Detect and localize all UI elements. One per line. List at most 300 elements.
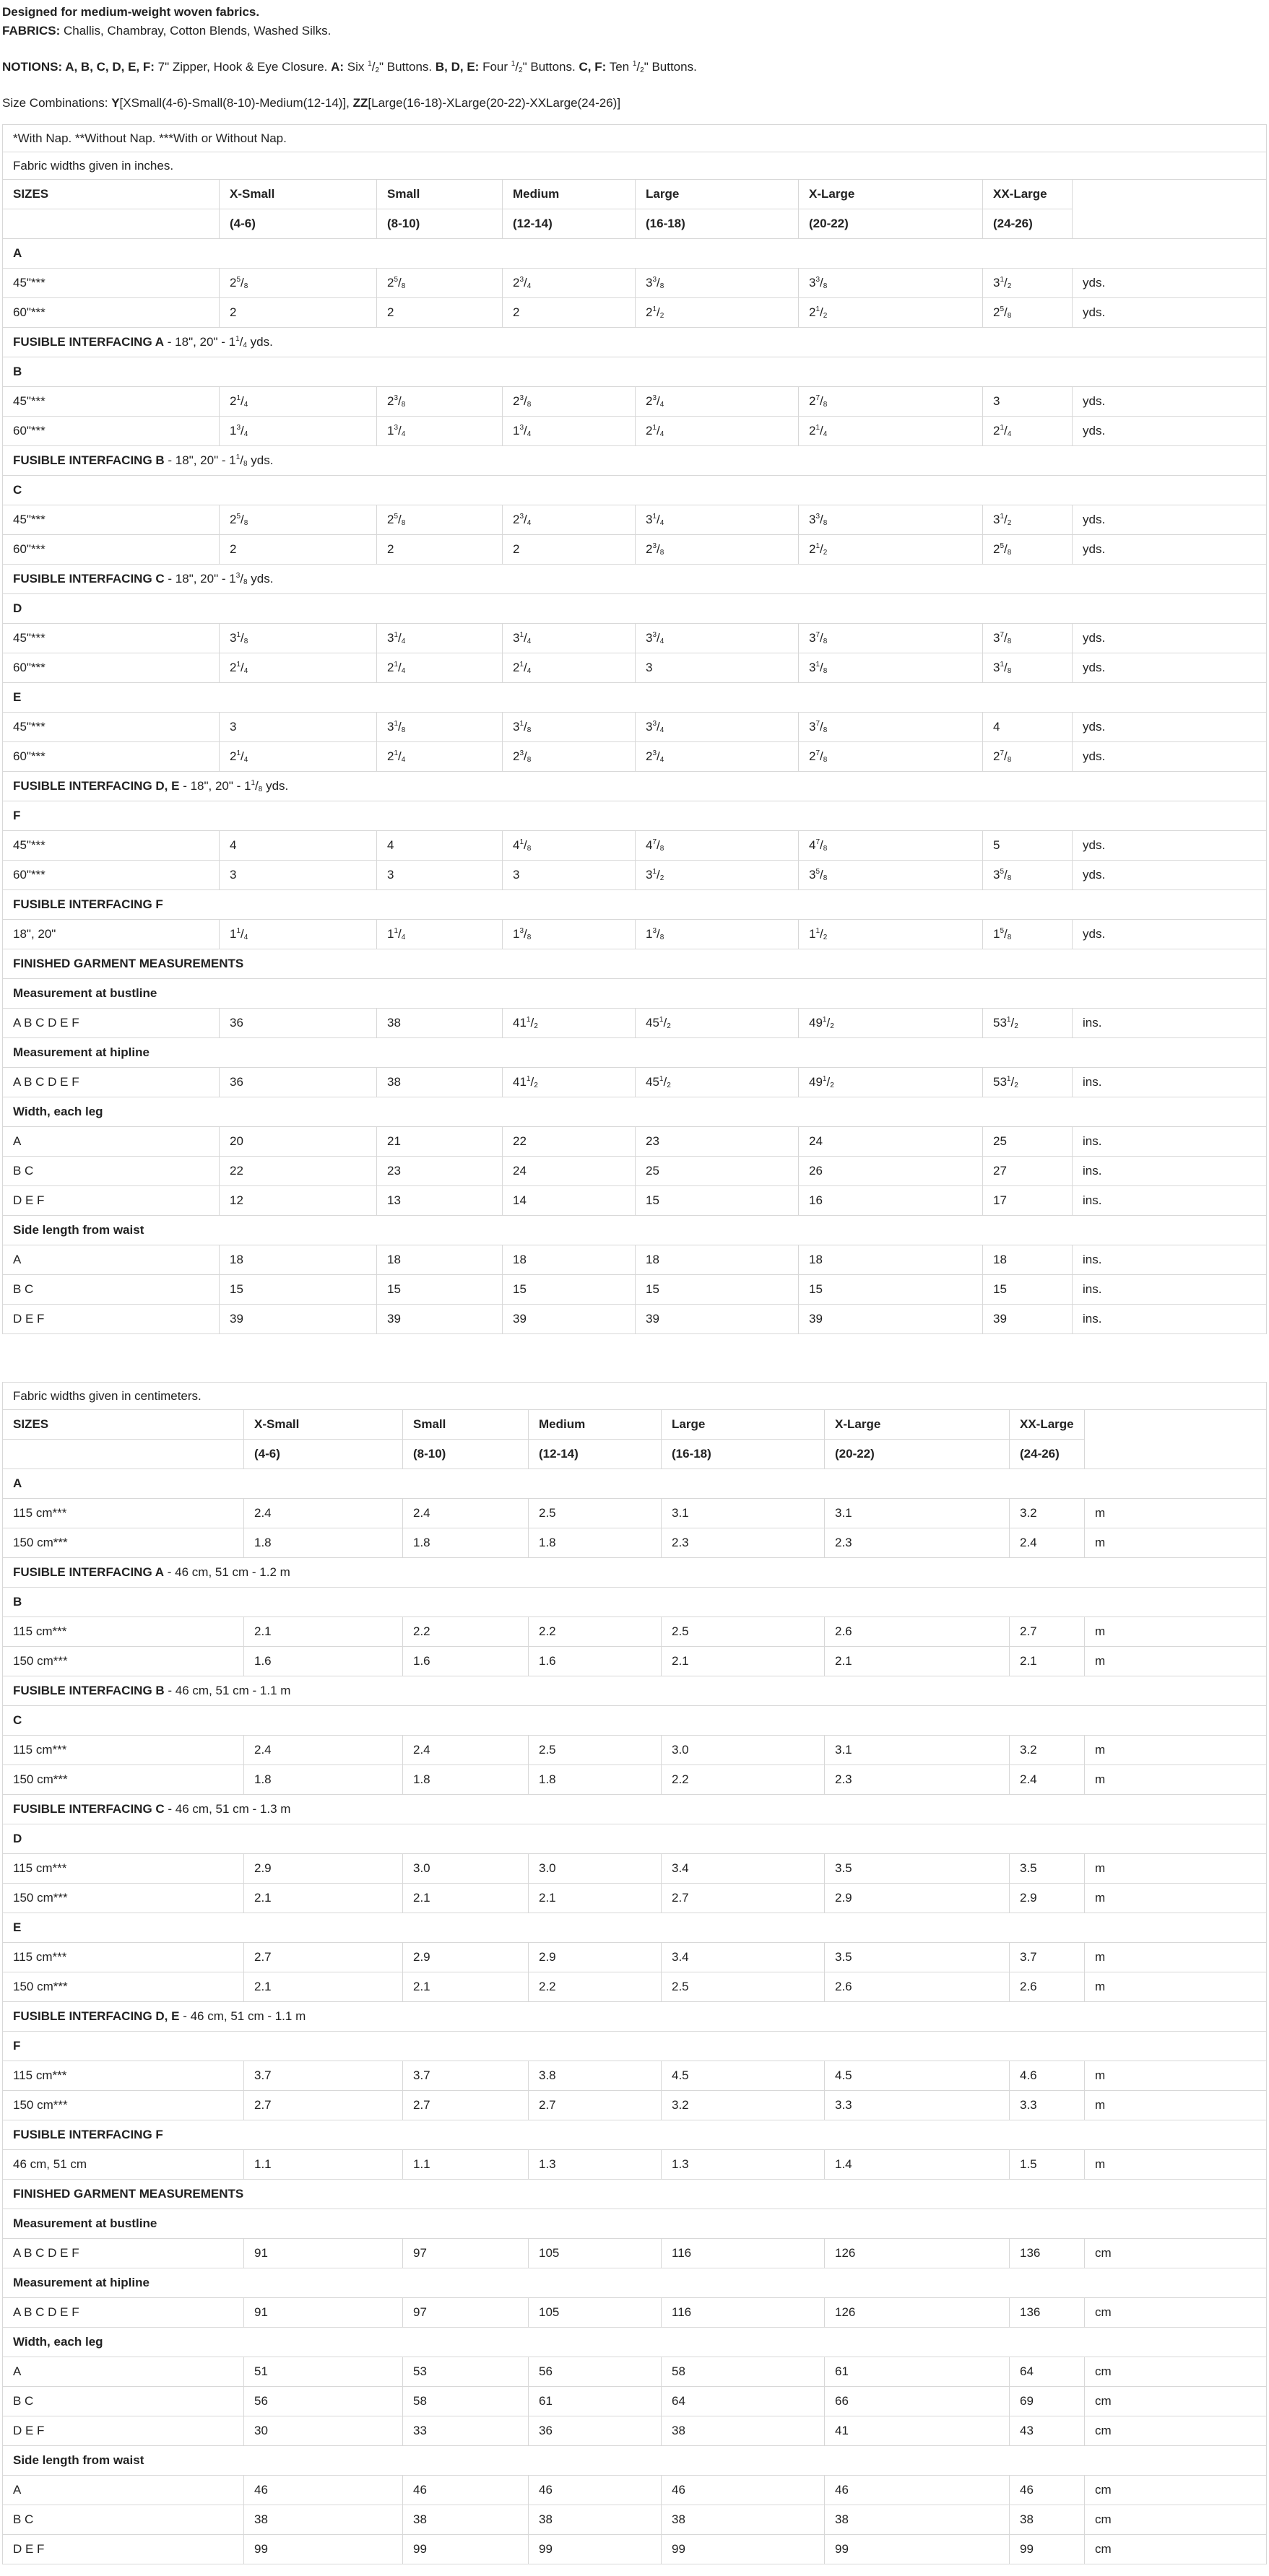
interfacing-note: - 18", 20" - $1^1/_4$ yds. [164, 335, 273, 349]
table-cell: 41 [825, 2416, 1010, 2446]
table-row [3, 1854, 1267, 1884]
table-cell: 36 [529, 2416, 662, 2446]
table-cell: 15 [636, 1186, 799, 1216]
table-cell: $2^1/_4$ [220, 387, 377, 417]
table-cell: 2.1 [1010, 1647, 1085, 1676]
table-cell: 2.1 [244, 1884, 403, 1913]
table-cell: $2^7/_8$ [799, 742, 983, 772]
table-cell: 2.7 [662, 1884, 825, 1913]
row-label: 60"*** [3, 653, 220, 683]
section-row [3, 328, 1267, 357]
row-label: 60"*** [3, 298, 220, 328]
section-label [3, 801, 1267, 831]
table-row [3, 1943, 1267, 1972]
table-cell: 2.6 [825, 1972, 1010, 2002]
table-row [3, 920, 1267, 949]
section-label [3, 2268, 1267, 2298]
table-cell: 2 [377, 298, 503, 328]
unit-cell: yds. [1073, 505, 1267, 535]
table-cell: $1^1/_4$ [377, 920, 503, 949]
table-cell: 46 [662, 2476, 825, 2505]
unit-cell: cm [1085, 2298, 1267, 2328]
table-cell: 1.6 [244, 1647, 403, 1676]
table-cell: 91 [244, 2239, 403, 2268]
row-label: 60"*** [3, 742, 220, 772]
table-cell: $3^1/_8$ [220, 624, 377, 653]
table-cell: 2.7 [244, 1943, 403, 1972]
table-cell: $3^3/_8$ [799, 505, 983, 535]
unit-cell: m [1085, 1499, 1267, 1528]
row-label: B C [3, 2505, 244, 2535]
table-cell: 2.2 [403, 1617, 529, 1647]
table-cell: 4.6 [1010, 2061, 1085, 2091]
table-cell: 2 [503, 298, 636, 328]
table-cell: 38 [529, 2505, 662, 2535]
table-cell: $2^7/_8$ [983, 742, 1073, 772]
section-title: Measurement at bustline [13, 986, 157, 1000]
table-row [3, 2476, 1267, 2505]
table-cell: 2.4 [403, 1499, 529, 1528]
unit-cell: ins. [1073, 1009, 1267, 1038]
table-cell: 116 [662, 2239, 825, 2268]
table-cell: 61 [825, 2357, 1010, 2387]
section-title: A [13, 246, 22, 260]
notions-text-4: Ten $^1/_2$" Buttons. [609, 60, 697, 74]
table-cell: 2.4 [244, 1736, 403, 1765]
row-label: A [3, 1127, 220, 1157]
size-range-header: (20-22) [825, 1440, 1010, 1469]
table-cell: $41^1/_2$ [503, 1009, 636, 1038]
unit-cell: m [1085, 2150, 1267, 2180]
table-cell: 4 [220, 831, 377, 861]
row-label: B C [3, 1157, 220, 1186]
size-name-header: X-Small [244, 1410, 403, 1440]
section-row [3, 2002, 1267, 2032]
table-cell: $2^5/_8$ [983, 298, 1073, 328]
table-cell: $2^3/_4$ [636, 387, 799, 417]
table-row [3, 861, 1267, 890]
table-cell: 2.1 [825, 1647, 1010, 1676]
section-title: B [13, 1595, 22, 1609]
table-cell: 1.8 [403, 1528, 529, 1558]
table-cell: 2.7 [403, 2091, 529, 2120]
table-cell: $1^5/_8$ [983, 920, 1073, 949]
row-label: 115 cm*** [3, 1943, 244, 1972]
size-range-header: (4-6) [244, 1440, 403, 1469]
table-cell: 2.6 [825, 1617, 1010, 1647]
table-cell: 2.9 [403, 1943, 529, 1972]
table-cell: 38 [825, 2505, 1010, 2535]
table-cell: $4^1/_8$ [503, 831, 636, 861]
unit-cell: m [1085, 1854, 1267, 1884]
size-name-header: XX-Large [1010, 1410, 1085, 1440]
table-cell: 136 [1010, 2239, 1085, 2268]
table-cell: $3^1/_2$ [636, 861, 799, 890]
table-row [3, 2150, 1267, 2180]
unit-cell: yds. [1073, 742, 1267, 772]
table-cell: $3^1/_2$ [983, 269, 1073, 298]
section-row [3, 1913, 1267, 1943]
intro-line-2 [2, 22, 1267, 40]
row-label: 115 cm*** [3, 1854, 244, 1884]
section-row [3, 1469, 1267, 1499]
section-title: D [13, 1832, 22, 1845]
table-cell: $2^1/_4$ [636, 417, 799, 446]
table-cell: $2^5/_8$ [983, 535, 1073, 565]
table-cell: 3.1 [662, 1499, 825, 1528]
table-cell: $2^3/_8$ [503, 742, 636, 772]
table-cell: 38 [244, 2505, 403, 2535]
section-label [3, 1469, 1267, 1499]
table-cell: 46 [403, 2476, 529, 2505]
table-row [3, 2239, 1267, 2268]
table-cell: 4 [377, 831, 503, 861]
section-row [3, 594, 1267, 624]
unit-cell: ins. [1073, 1245, 1267, 1275]
table-cell: 3.2 [1010, 1736, 1085, 1765]
interfacing-note: - 46 cm, 51 cm - 1.1 m [179, 2009, 306, 2023]
row-label: D E F [3, 2416, 244, 2446]
table-cell: 99 [1010, 2535, 1085, 2564]
size-y-code: Y [111, 96, 120, 110]
table-cell: $3^3/_4$ [636, 624, 799, 653]
section-label [3, 594, 1267, 624]
table-cell: $3^1/_4$ [503, 624, 636, 653]
size-name-header: Small [403, 1410, 529, 1440]
table-cell: 2.1 [529, 1884, 662, 1913]
size-zz-code: ZZ [352, 96, 368, 110]
section-row [3, 2446, 1267, 2476]
table-cell: $2^1/_4$ [220, 742, 377, 772]
section-row [3, 1795, 1267, 1824]
section-row [3, 801, 1267, 831]
table-cell: 2.9 [1010, 1884, 1085, 1913]
table-cell: 15 [220, 1275, 377, 1305]
section-label [3, 1913, 1267, 1943]
table-cell: $2^1/_2$ [799, 535, 983, 565]
table-cell: $2^3/_8$ [636, 535, 799, 565]
table-cell: $2^1/_4$ [799, 417, 983, 446]
interfacing-note: - 46 cm, 51 cm - 1.3 m [164, 1802, 291, 1816]
section-title: Measurement at bustline [13, 2216, 157, 2230]
section-row [3, 2032, 1267, 2061]
table-cell: 3.1 [825, 1499, 1010, 1528]
size-name-header: Small [377, 180, 503, 209]
section-row [3, 2328, 1267, 2357]
section-row [3, 446, 1267, 476]
table-cell: 97 [403, 2298, 529, 2328]
table-row [3, 1736, 1267, 1765]
table-row [3, 713, 1267, 742]
table-cell: 2.7 [529, 2091, 662, 2120]
row-label: A B C D E F [3, 1068, 220, 1097]
section-title: E [13, 1920, 22, 1934]
table-cell: $3^1/_4$ [377, 624, 503, 653]
table-cell: $2^5/_8$ [377, 269, 503, 298]
section-title: Side length from waist [13, 1223, 144, 1237]
section-row [3, 357, 1267, 387]
table-cell: 105 [529, 2239, 662, 2268]
table-cell: 3.5 [1010, 1854, 1085, 1884]
unit-cell: m [1085, 1884, 1267, 1913]
table-cell: $2^1/_4$ [220, 653, 377, 683]
table-cell: 2.4 [1010, 1528, 1085, 1558]
notions-cf-label: C, F: [579, 60, 607, 74]
fabrics-list: Challis, Chambray, Cotton Blends, Washed Silks. [64, 24, 332, 38]
section-title: FUSIBLE INTERFACING D, E [13, 2009, 180, 2023]
table-cell: 24 [503, 1157, 636, 1186]
section-row [3, 2180, 1267, 2209]
size-range-header: (16-18) [662, 1440, 825, 1469]
sizes-header: SIZES [3, 180, 220, 209]
table-cell: $1^3/_4$ [220, 417, 377, 446]
interfacing-note: - 18", 20" - $1^1/_8$ yds. [179, 779, 289, 793]
notions-text-3: Four $^1/_2$" Buttons. [482, 60, 576, 74]
section-row [3, 1706, 1267, 1736]
table-cell: $3^1/_2$ [983, 505, 1073, 535]
table-cell: 99 [403, 2535, 529, 2564]
section-title: FINISHED GARMENT MEASUREMENTS [13, 957, 244, 970]
table-cell: 1.6 [403, 1647, 529, 1676]
table-cell: 69 [1010, 2387, 1085, 2416]
section-label [3, 1795, 1267, 1824]
table-cell: $2^5/_8$ [377, 505, 503, 535]
table-cell: 23 [377, 1157, 503, 1186]
table-cell: 1.6 [529, 1647, 662, 1676]
unit-cell: cm [1085, 2239, 1267, 2268]
table-cell: 2.5 [662, 1972, 825, 2002]
fabrics-label: FABRICS: [2, 24, 61, 38]
table-cell: 2 [377, 535, 503, 565]
table-cell: 22 [503, 1127, 636, 1157]
section-label [3, 2032, 1267, 2061]
sizes-header-row [3, 180, 1267, 209]
table-row [3, 2061, 1267, 2091]
table-cell: 30 [244, 2416, 403, 2446]
table-cell: 39 [799, 1305, 983, 1334]
section-row [3, 2120, 1267, 2150]
table-cell: 3 [983, 387, 1073, 417]
table-row [3, 1765, 1267, 1795]
section-title: Measurement at hipline [13, 2276, 150, 2289]
table-cell: 61 [529, 2387, 662, 2416]
size-name-header: Large [636, 180, 799, 209]
unit-cell: m [1085, 1617, 1267, 1647]
table-cell: $1^3/_4$ [377, 417, 503, 446]
size-zz-range: [Large(16-18)-XLarge(20-22)-XXLarge(24-26)] [368, 96, 621, 110]
section-label [3, 565, 1267, 594]
table-row [3, 1009, 1267, 1038]
size-range-blank [3, 1440, 244, 1469]
table-cell: 2.6 [1010, 1972, 1085, 2002]
table-cell: 43 [1010, 2416, 1085, 2446]
table-cell: $3^7/_8$ [799, 713, 983, 742]
table-cell: $3^7/_8$ [799, 624, 983, 653]
section-title: F [13, 809, 21, 822]
unit-cell: ins. [1073, 1068, 1267, 1097]
section-row [3, 1588, 1267, 1617]
table-cell: 1.8 [244, 1528, 403, 1558]
section-title: F [13, 2039, 21, 2053]
row-label: 18", 20" [3, 920, 220, 949]
unit-cell: cm [1085, 2387, 1267, 2416]
table-cell: 39 [220, 1305, 377, 1334]
unit-cell: cm [1085, 2476, 1267, 2505]
section-label [3, 1216, 1267, 1245]
table-row [3, 417, 1267, 446]
table-row [3, 1884, 1267, 1913]
section-row [3, 1824, 1267, 1854]
size-y-range: [XSmall(4-6)-Small(8-10)-Medium(12-14)], [119, 96, 350, 110]
table-cell: 2.1 [403, 1884, 529, 1913]
yardage-tables [2, 124, 1267, 2564]
table-cell: 2.4 [403, 1736, 529, 1765]
table-cell: 33 [403, 2416, 529, 2446]
table-cell: 126 [825, 2298, 1010, 2328]
table-cell: 58 [662, 2357, 825, 2387]
table-cell: 36 [220, 1009, 377, 1038]
table-cell: 13 [377, 1186, 503, 1216]
section-label [3, 1097, 1267, 1127]
table-cell: 15 [636, 1275, 799, 1305]
size-range-blank [3, 209, 220, 239]
table-cell: 105 [529, 2298, 662, 2328]
table-cell: 38 [403, 2505, 529, 2535]
table-cell: $2^1/_2$ [636, 298, 799, 328]
table-row [3, 2535, 1267, 2564]
row-label: 45"*** [3, 505, 220, 535]
table-cell: $49^1/_2$ [799, 1068, 983, 1097]
interfacing-note: - 46 cm, 51 cm - 1.2 m [164, 1565, 290, 1579]
section-row [3, 2209, 1267, 2239]
section-title: FUSIBLE INTERFACING B [13, 1684, 165, 1697]
table-cell: 1.8 [529, 1765, 662, 1795]
size-range-header: (16-18) [636, 209, 799, 239]
table-cell: 99 [529, 2535, 662, 2564]
unit-cell: ins. [1073, 1157, 1267, 1186]
table-cell: 3.3 [1010, 2091, 1085, 2120]
table-row [3, 2298, 1267, 2328]
table-cell: 58 [403, 2387, 529, 2416]
table-cell: $1^3/_8$ [636, 920, 799, 949]
row-label: A [3, 2476, 244, 2505]
table-row [3, 2505, 1267, 2535]
table-cell: 27 [983, 1157, 1073, 1186]
section-title: E [13, 690, 22, 704]
row-label: B C [3, 2387, 244, 2416]
width-note-row [3, 152, 1267, 180]
table-cell: 2.5 [529, 1499, 662, 1528]
section-label [3, 683, 1267, 713]
row-label: 115 cm*** [3, 2061, 244, 2091]
row-label: 150 cm*** [3, 1972, 244, 2002]
table-row [3, 2091, 1267, 2120]
table-cell: 38 [1010, 2505, 1085, 2535]
table-row [3, 624, 1267, 653]
table-cell: 38 [662, 2416, 825, 2446]
pattern-intro [2, 3, 1267, 113]
section-label [3, 979, 1267, 1009]
table-cell: 18 [799, 1245, 983, 1275]
table-cell: 2.3 [825, 1528, 1010, 1558]
section-label [3, 446, 1267, 476]
unit-cell: yds. [1073, 920, 1267, 949]
row-label: 150 cm*** [3, 1884, 244, 1913]
section-title: Width, each leg [13, 1105, 103, 1118]
unit-cell: cm [1085, 2357, 1267, 2387]
section-row [3, 239, 1267, 269]
unit-cell: m [1085, 2091, 1267, 2120]
table-cell: 46 [825, 2476, 1010, 2505]
section-title: B [13, 365, 22, 378]
table-cell: 2 [220, 535, 377, 565]
row-label: 45"*** [3, 624, 220, 653]
table-cell: $1^3/_4$ [503, 417, 636, 446]
table-cell: 36 [220, 1068, 377, 1097]
table-cell: 2.5 [662, 1617, 825, 1647]
section-row [3, 2268, 1267, 2298]
size-name-header: XX-Large [983, 180, 1073, 209]
table-cell: 3.5 [825, 1854, 1010, 1884]
table-cell: $41^1/_2$ [503, 1068, 636, 1097]
table-row [3, 742, 1267, 772]
table-cell: 3.2 [1010, 1499, 1085, 1528]
table-row [3, 1617, 1267, 1647]
row-label: D E F [3, 1305, 220, 1334]
fabric-weight-note: Designed for medium-weight woven fabrics. [2, 5, 260, 19]
unit-cell: m [1085, 1765, 1267, 1795]
table-cell: 99 [244, 2535, 403, 2564]
unit-cell: ins. [1073, 1186, 1267, 1216]
size-name-header: X-Small [220, 180, 377, 209]
table-row [3, 505, 1267, 535]
table-cell: 99 [825, 2535, 1010, 2564]
size-name-header: Large [662, 1410, 825, 1440]
table-cell: $3^7/_8$ [983, 624, 1073, 653]
table-cell: 3.2 [662, 2091, 825, 2120]
table-cell: 53 [403, 2357, 529, 2387]
row-label: 45"*** [3, 269, 220, 298]
table-cell: 97 [403, 2239, 529, 2268]
table-cell: 2.1 [244, 1972, 403, 2002]
section-label [3, 890, 1267, 920]
table-cell: 3.1 [825, 1736, 1010, 1765]
unit-cell: m [1085, 1647, 1267, 1676]
notions-text-2: Six $^1/_2$" Buttons. [347, 60, 433, 74]
table-cell: 12 [220, 1186, 377, 1216]
table-row [3, 1647, 1267, 1676]
table-row [3, 1068, 1267, 1097]
table-cell: 4.5 [825, 2061, 1010, 2091]
size-range-header: (4-6) [220, 209, 377, 239]
row-label: 45"*** [3, 831, 220, 861]
table-cell: 2 [503, 535, 636, 565]
nap-note-row [3, 125, 1267, 152]
table-cell: 2.1 [403, 1972, 529, 2002]
table-cell: 46 [244, 2476, 403, 2505]
table-cell: 15 [799, 1275, 983, 1305]
table-cell: $45^1/_2$ [636, 1068, 799, 1097]
section-title: D [13, 601, 22, 615]
table-cell: 2.7 [244, 2091, 403, 2120]
table-cell: $3^5/_8$ [983, 861, 1073, 890]
table-cell: 46 [1010, 2476, 1085, 2505]
table-cell: 91 [244, 2298, 403, 2328]
table-cell: $2^3/_4$ [636, 742, 799, 772]
table-cell: 39 [503, 1305, 636, 1334]
section-label [3, 1588, 1267, 1617]
table-cell: $2^1/_2$ [799, 298, 983, 328]
